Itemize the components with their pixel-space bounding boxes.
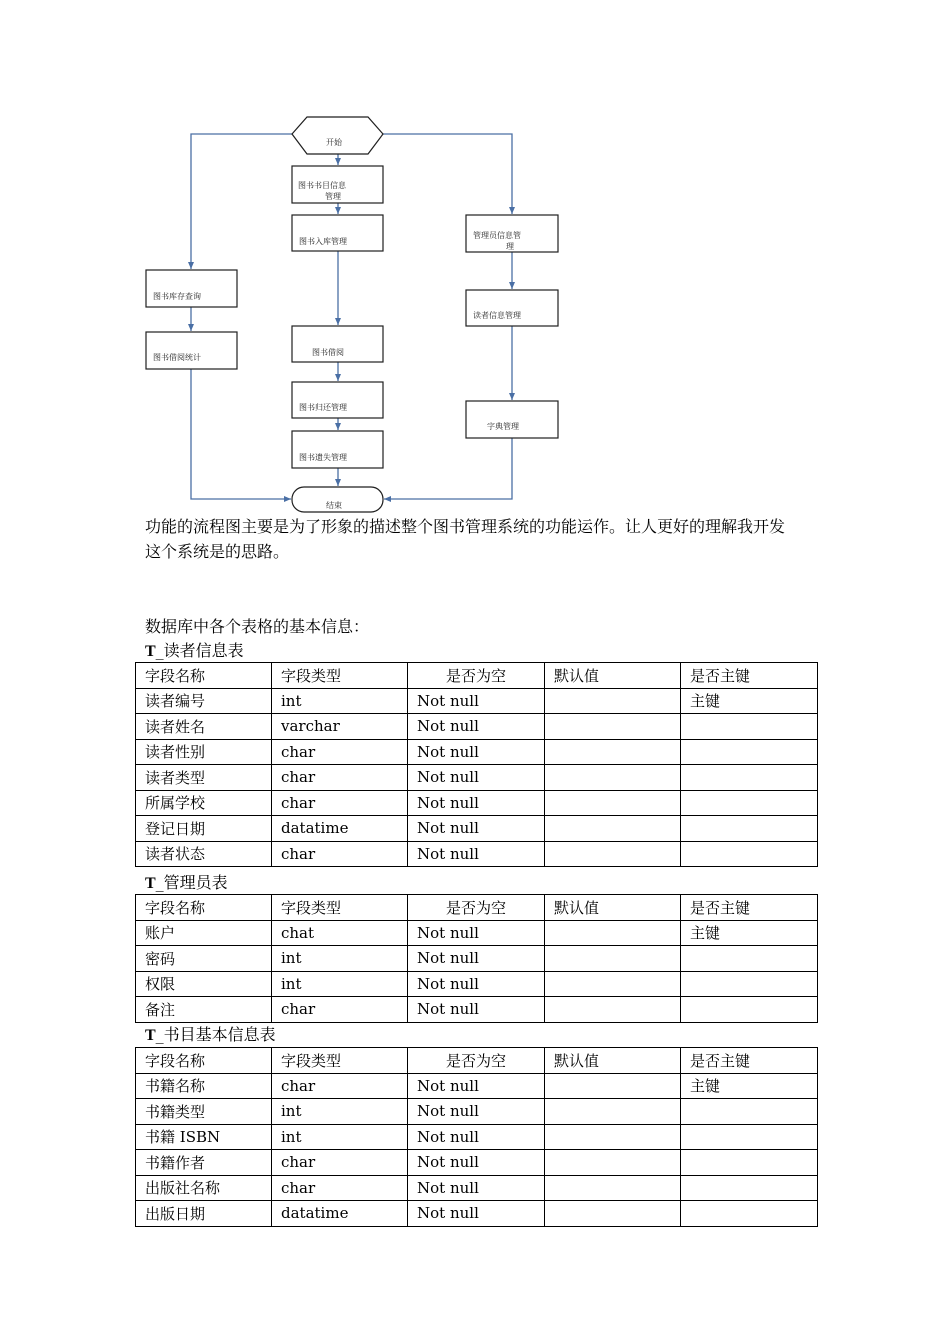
table-cell: Not null bbox=[408, 971, 545, 997]
table-1-prefix: T bbox=[145, 643, 156, 660]
db-intro: 数据库中各个表格的基本信息： bbox=[145, 617, 370, 636]
flow-node-return-label: 图书归还管理 bbox=[299, 403, 347, 412]
table-cell: datatime bbox=[272, 816, 408, 842]
table-cell: char bbox=[272, 841, 408, 867]
table-row bbox=[136, 1201, 818, 1227]
table-row bbox=[136, 997, 818, 1023]
table-row bbox=[136, 946, 818, 972]
table-cell: chat bbox=[272, 920, 408, 946]
table-cell: Not null bbox=[408, 841, 545, 867]
edge-start-inventory bbox=[191, 134, 292, 269]
table-cell bbox=[681, 1150, 818, 1176]
table-cell: 书籍类型 bbox=[136, 1099, 272, 1125]
flow-node-admin-label: 管理员信息管 理 bbox=[473, 231, 521, 251]
table-cell bbox=[681, 971, 818, 997]
table-cell bbox=[681, 1175, 818, 1201]
flowchart-description-line-2: 这个系统是的思路。 bbox=[145, 542, 290, 561]
table-cell bbox=[545, 997, 681, 1023]
flow-start-label: 开始 bbox=[326, 138, 342, 147]
table-3-name: _书目基本信息表 bbox=[155, 1025, 276, 1044]
flow-node-stats bbox=[146, 332, 237, 369]
table-header-cell: 默认值 bbox=[545, 663, 681, 689]
table-cell: varchar bbox=[272, 714, 408, 740]
table-header-cell: 是否主键 bbox=[681, 663, 818, 689]
table-row bbox=[136, 920, 818, 946]
table-header-cell: 字段名称 bbox=[136, 1048, 272, 1074]
table-1-title bbox=[145, 641, 244, 662]
table-cell bbox=[545, 1124, 681, 1150]
table-cell bbox=[545, 920, 681, 946]
table-cell bbox=[681, 739, 818, 765]
table-cell bbox=[545, 765, 681, 791]
table-cell bbox=[545, 714, 681, 740]
table-cell bbox=[545, 1073, 681, 1099]
table-cell: Not null bbox=[408, 920, 545, 946]
table-cell bbox=[681, 997, 818, 1023]
table-cell bbox=[545, 1175, 681, 1201]
table-cell: 备注 bbox=[136, 997, 272, 1023]
table-header-row bbox=[136, 895, 818, 921]
flow-end-label: 结束 bbox=[326, 501, 342, 510]
table-header-cell: 是否为空 bbox=[408, 1048, 545, 1074]
table-cell: Not null bbox=[408, 816, 545, 842]
table-cell bbox=[545, 946, 681, 972]
table-2-prefix: T bbox=[145, 875, 156, 892]
edge-dict-end bbox=[384, 438, 512, 499]
table-header-cell: 字段类型 bbox=[272, 895, 408, 921]
table-cell: 书籍作者 bbox=[136, 1150, 272, 1176]
table-cell: 读者类型 bbox=[136, 765, 272, 791]
table-cell: 书籍名称 bbox=[136, 1073, 272, 1099]
table-cell bbox=[681, 816, 818, 842]
flow-node-lost bbox=[292, 431, 383, 468]
table-admin bbox=[135, 894, 818, 1023]
table-cell: 主键 bbox=[681, 688, 818, 714]
flow-node-return bbox=[292, 382, 383, 418]
table-row bbox=[136, 1124, 818, 1150]
table-cell: Not null bbox=[408, 714, 545, 740]
table-cell bbox=[545, 688, 681, 714]
table-1-name: _读者信息表 bbox=[155, 641, 244, 660]
table-cell bbox=[545, 1150, 681, 1176]
table-header-cell: 字段名称 bbox=[136, 895, 272, 921]
flow-node-stockin-label: 图书入库管理 bbox=[299, 237, 347, 246]
flow-node-catalog-label: 图书书目信息 管理 bbox=[298, 181, 346, 201]
flow-node-stats-label: 图书借阅统计 bbox=[153, 353, 201, 362]
table-reader-info bbox=[135, 662, 818, 867]
table-cell: int bbox=[272, 688, 408, 714]
table-cell: char bbox=[272, 1073, 408, 1099]
table-cell bbox=[681, 1124, 818, 1150]
table-cell: Not null bbox=[408, 1175, 545, 1201]
table-cell: Not null bbox=[408, 997, 545, 1023]
table-header-row bbox=[136, 1048, 818, 1074]
table-cell: char bbox=[272, 739, 408, 765]
table-row bbox=[136, 688, 818, 714]
table-cell: 读者姓名 bbox=[136, 714, 272, 740]
table-2-title bbox=[145, 873, 228, 894]
table-cell: Not null bbox=[408, 1124, 545, 1150]
flowchart bbox=[0, 0, 950, 520]
table-cell: char bbox=[272, 1175, 408, 1201]
table-cell: datatime bbox=[272, 1201, 408, 1227]
table-cell: Not null bbox=[408, 790, 545, 816]
edge-stats-end bbox=[191, 369, 291, 499]
table-cell: char bbox=[272, 765, 408, 791]
table-row bbox=[136, 1150, 818, 1176]
table-row bbox=[136, 971, 818, 997]
table-cell bbox=[681, 714, 818, 740]
flow-node-inventory bbox=[146, 270, 237, 307]
table-cell bbox=[545, 790, 681, 816]
flow-node-lost-label: 图书遗失管理 bbox=[299, 453, 347, 462]
flowchart-description-line-1: 功能的流程图主要是为了形象的描述整个图书管理系统的功能运作。让人更好的理解我开发 bbox=[145, 517, 786, 536]
table-cell bbox=[545, 1099, 681, 1125]
table-row bbox=[136, 739, 818, 765]
table-cell: Not null bbox=[408, 765, 545, 791]
table-cell: 所属学校 bbox=[136, 790, 272, 816]
table-row bbox=[136, 765, 818, 791]
table-row bbox=[136, 714, 818, 740]
table-row bbox=[136, 1073, 818, 1099]
table-row bbox=[136, 816, 818, 842]
table-header-cell: 是否为空 bbox=[408, 663, 545, 689]
flow-node-borrow bbox=[292, 326, 383, 362]
edge-start-admin bbox=[383, 134, 512, 214]
table-cell: 书籍 ISBN bbox=[136, 1124, 272, 1150]
table-header-row bbox=[136, 663, 818, 689]
table-cell: 读者编号 bbox=[136, 688, 272, 714]
table-cell bbox=[681, 790, 818, 816]
table-header-cell: 字段类型 bbox=[272, 663, 408, 689]
table-row bbox=[136, 1099, 818, 1125]
table-cell: char bbox=[272, 790, 408, 816]
flow-node-dict bbox=[466, 401, 558, 438]
table-cell: 出版日期 bbox=[136, 1201, 272, 1227]
table-header-cell: 是否主键 bbox=[681, 895, 818, 921]
flow-node-reader-label: 读者信息管理 bbox=[473, 311, 521, 320]
table-cell: int bbox=[272, 971, 408, 997]
table-row bbox=[136, 841, 818, 867]
table-row bbox=[136, 790, 818, 816]
table-cell: 读者性别 bbox=[136, 739, 272, 765]
flow-end-node bbox=[292, 487, 383, 512]
table-row bbox=[136, 1175, 818, 1201]
table-cell: Not null bbox=[408, 739, 545, 765]
table-header-cell: 字段类型 bbox=[272, 1048, 408, 1074]
table-cell: Not null bbox=[408, 1201, 545, 1227]
flow-node-catalog bbox=[292, 166, 383, 203]
table-cell: 账户 bbox=[136, 920, 272, 946]
flow-start-node bbox=[292, 117, 383, 154]
table-header-cell: 是否主键 bbox=[681, 1048, 818, 1074]
table-cell: 读者状态 bbox=[136, 841, 272, 867]
table-cell bbox=[681, 1201, 818, 1227]
table-cell bbox=[545, 971, 681, 997]
table-cell: Not null bbox=[408, 1099, 545, 1125]
flow-node-inventory-label: 图书库存查询 bbox=[153, 292, 201, 301]
table-cell: Not null bbox=[408, 946, 545, 972]
table-cell: 主键 bbox=[681, 920, 818, 946]
table-2-name: _管理员表 bbox=[155, 873, 228, 892]
table-cell: char bbox=[272, 1150, 408, 1176]
table-cell bbox=[545, 739, 681, 765]
table-cell: int bbox=[272, 946, 408, 972]
table-cell: Not null bbox=[408, 1073, 545, 1099]
table-header-cell: 默认值 bbox=[545, 1048, 681, 1074]
table-cell: char bbox=[272, 997, 408, 1023]
table-cell: int bbox=[272, 1099, 408, 1125]
table-cell: 权限 bbox=[136, 971, 272, 997]
flow-node-stockin bbox=[292, 215, 383, 251]
table-cell bbox=[545, 1201, 681, 1227]
table-cell: Not null bbox=[408, 688, 545, 714]
table-3-prefix: T bbox=[145, 1027, 156, 1044]
table-cell bbox=[681, 1099, 818, 1125]
table-header-cell: 默认值 bbox=[545, 895, 681, 921]
table-cell bbox=[545, 816, 681, 842]
table-header-cell: 是否为空 bbox=[408, 895, 545, 921]
table-cell bbox=[681, 946, 818, 972]
table-cell: int bbox=[272, 1124, 408, 1150]
table-cell bbox=[681, 765, 818, 791]
table-cell bbox=[545, 841, 681, 867]
table-cell: 登记日期 bbox=[136, 816, 272, 842]
flowchart-description bbox=[145, 514, 825, 564]
table-cell: 出版社名称 bbox=[136, 1175, 272, 1201]
table-cell: Not null bbox=[408, 1150, 545, 1176]
table-cell: 密码 bbox=[136, 946, 272, 972]
flow-node-borrow-label: 图书借阅 bbox=[312, 348, 344, 357]
flow-node-dict-label: 字典管理 bbox=[487, 422, 519, 431]
table-cell: 主键 bbox=[681, 1073, 818, 1099]
flow-node-reader bbox=[466, 290, 558, 326]
table-3-title bbox=[145, 1025, 276, 1046]
table-book-info bbox=[135, 1047, 818, 1227]
table-header-cell: 字段名称 bbox=[136, 663, 272, 689]
table-cell bbox=[681, 841, 818, 867]
flow-node-admin bbox=[466, 215, 558, 252]
